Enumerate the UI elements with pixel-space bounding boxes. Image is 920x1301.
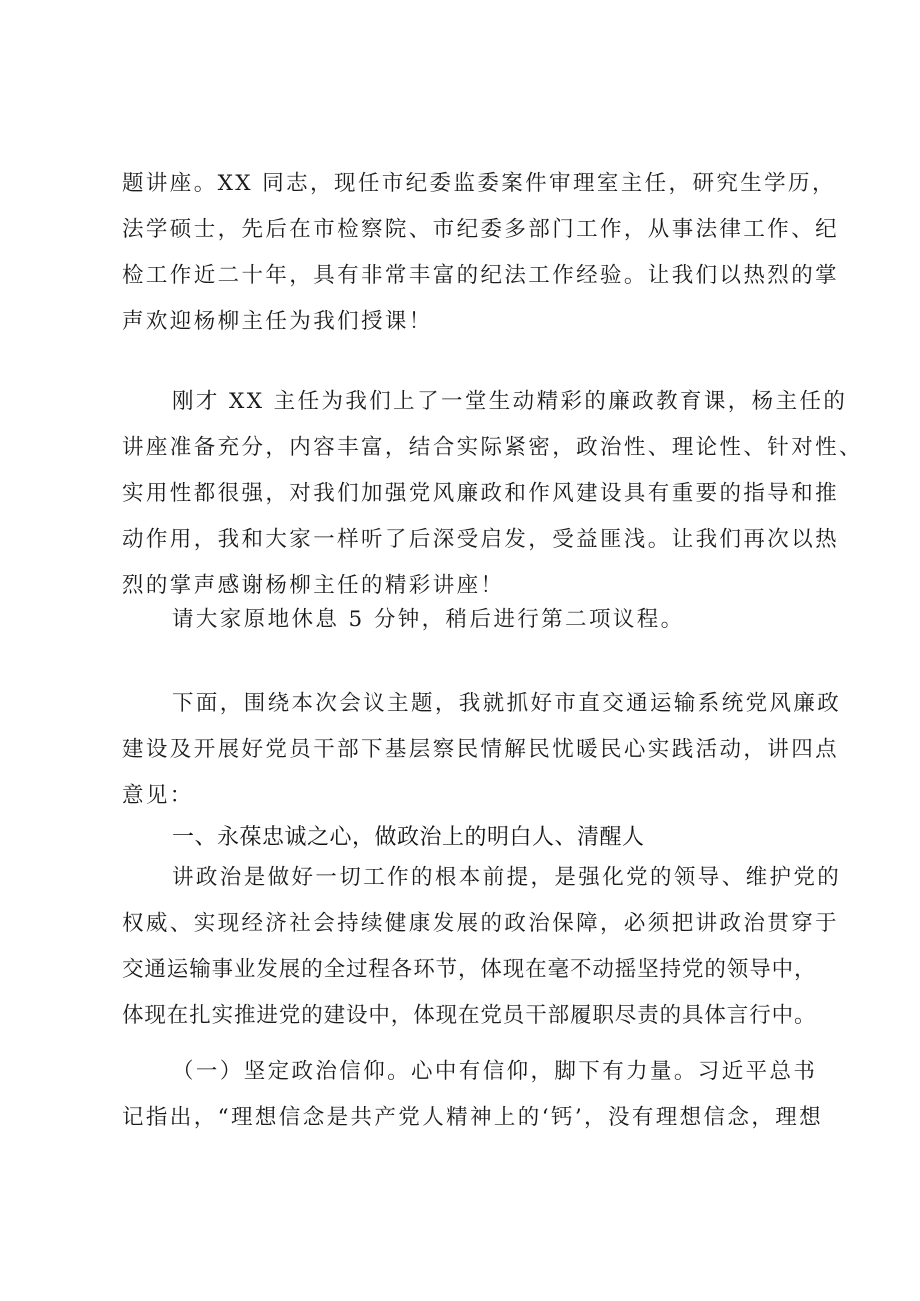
paragraph-line: 建设及开展好党员干部下基层察民情解民忧暖民心实践活动，讲四点 [122, 737, 840, 762]
paragraph-line: 讲座准备充分，内容丰富，结合实际紧密，政治性、理论性、针对性、 [122, 435, 863, 460]
paragraph-line: 题讲座。XX 同志，现任市纪委监委案件审理室主任，研究生学历， [122, 171, 836, 196]
paragraph-line: 体现在扎实推进党的建设中，体现在党员干部履职尽责的具体言行中。 [122, 1003, 817, 1028]
paragraph-line: 烈的掌声感谢杨柳主任的精彩讲座！ [122, 573, 505, 598]
paragraph-line: 法学硕士，先后在市检察院、市纪委多部门工作，从事法律工作、纪 [122, 217, 840, 242]
paragraph-line: 检工作近二十年，具有非常丰富的纪法工作经验。让我们以热烈的掌 [122, 263, 840, 288]
paragraph-line: 刚才 XX 主任为我们上了一堂生动精彩的廉政教育课，杨主任的 [172, 389, 848, 414]
paragraph-line: 下面，围绕本次会议主题，我就抓好市直交通运输系统党风廉政 [172, 691, 842, 716]
paragraph-line: 讲政治是做好一切工作的根本前提，是强化党的领导、维护党的 [172, 865, 842, 890]
paragraph-line: 实用性都很强，对我们加强党风廉政和作风建设具有重要的指导和推 [122, 481, 840, 506]
paragraph-line: 动作用，我和大家一样听了后深受启发，受益匪浅。让我们再次以热 [122, 527, 840, 552]
paragraph-line: 权威、实现经济社会持续健康发展的政治保障，必须把讲政治贯穿于 [122, 911, 840, 936]
paragraph-line: （一）坚定政治信仰。心中有信仰，脚下有力量。习近平总书 [172, 1059, 818, 1084]
section-heading: 一、永葆忠诚之心，做政治上的明白人、清醒人 [172, 825, 645, 850]
paragraph-line: 意见： [122, 783, 194, 808]
paragraph-line: 记指出，“理想信念是共产党人精神上的‘钙’，没有理想信念，理想 [122, 1105, 824, 1130]
paragraph-line: 请大家原地休息 5 分钟，稍后进行第二项议程。 [172, 607, 685, 632]
paragraph-line: 交通运输事业发展的全过程各环节，体现在毫不动摇坚持党的领导中， [122, 957, 817, 982]
paragraph-line: 声欢迎杨柳主任为我们授课！ [122, 309, 433, 334]
